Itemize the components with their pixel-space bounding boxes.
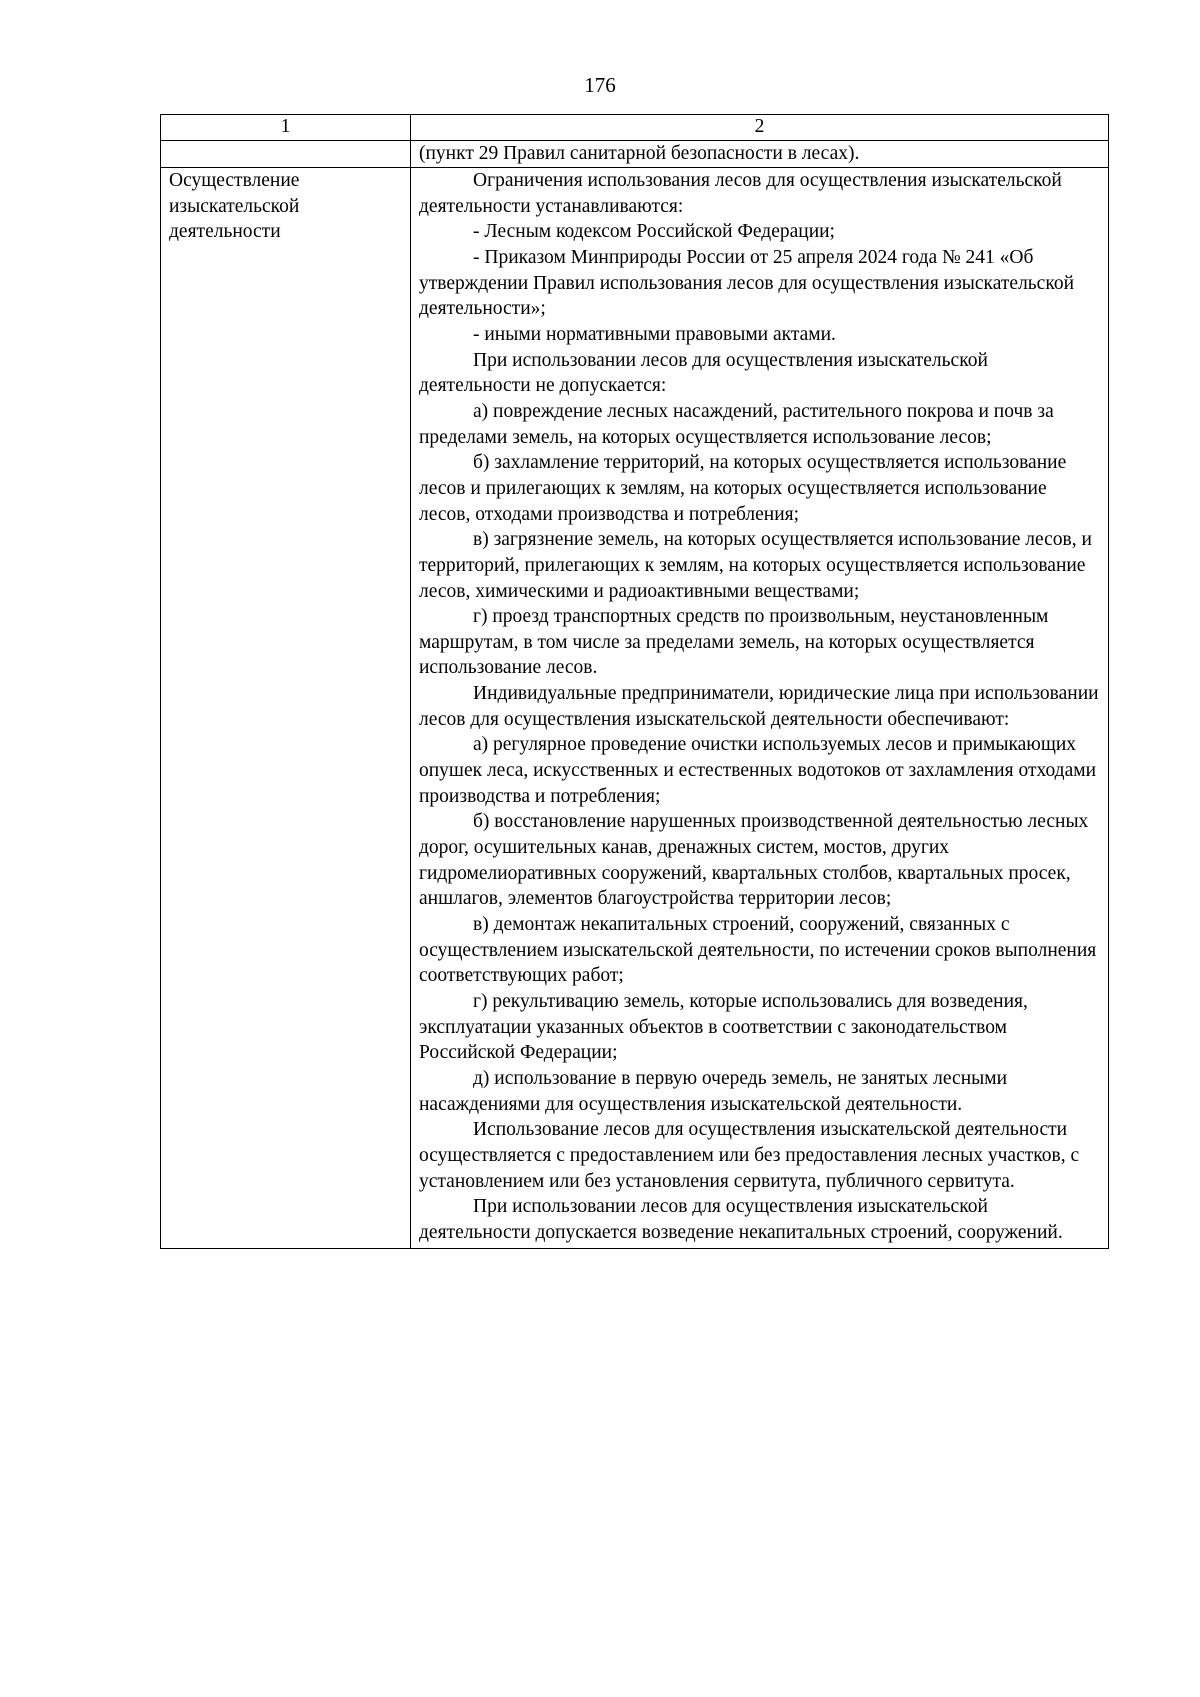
continuation-text: (пункт 29 Правил санитарной безопасности в лесах).: [411, 141, 1109, 168]
description-paragraph: д) использование в первую очередь земель, не занятых лесными насаждениями для осуществления изыскательской деятельности.: [419, 1067, 1008, 1115]
activity-name: [161, 168, 411, 1249]
description-paragraph: При использовании лесов для осуществления изыскательской деятельности не допускается:: [419, 349, 988, 397]
description-paragraph: б) восстановление нарушенных производственной деятельностью лесных дорог, осушительных канав, дренажных систем, мостов, других гидромелиоративных сооружений, квартальных столбов, квартальных просек, аншлагов, элементов благоустройства территории лесов;: [419, 811, 1089, 910]
column-header-2: 2: [411, 115, 1109, 141]
description-paragraph: - иными нормативными правовыми актами.: [473, 323, 836, 345]
description-paragraph: в) загрязнение земель, на которых осуществляется использование лесов, и территорий, прилегающих к землям, на которых осуществляется использование лесов, химическими и радиоактивными веществами;: [419, 529, 1092, 602]
description-paragraph: При использовании лесов для осуществления изыскательской деятельности допускается возведение некапитальных строений, сооружений.: [419, 1196, 1063, 1243]
description-paragraph: б) захламление территорий, на которых осуществляется использование лесов и прилегающих к землям, на которых осуществляется использование лесов, отходами производства и потребления;: [419, 452, 1067, 525]
description-paragraph: г) проезд транспортных средств по произвольным, неустановленным маршрутам, в том числе за пределами земель, на которых осуществляется использование лесов.: [419, 606, 1049, 679]
table-row-continuation: [161, 141, 1109, 168]
table-header-row: [161, 115, 1109, 141]
description-paragraph: Ограничения использования лесов для осуществления изыскательской деятельности устанавливаются:: [419, 170, 1062, 217]
description-paragraph: в) демонтаж некапитальных строений, сооружений, связанных с осуществлением изыскательской деятельности, по истечении сроков выполнения соответствующих работ;: [419, 914, 1097, 987]
description-paragraph: г) рекультивацию земель, которые использовались для возведения, эксплуатации указанных объектов в соответствии с законодательством Российской Федерации;: [419, 991, 1028, 1064]
description-paragraph: - Приказом Минприроды России от 25 апреля 2024 года № 241 «Об утверждении Правил использования лесов для осуществления изыскательской деятельности»;: [419, 246, 1075, 320]
column-header-1: 1: [161, 115, 411, 141]
continuation-cell-empty: [161, 141, 411, 168]
description-paragraph: Использование лесов для осуществления изыскательской деятельности осуществляется с предоставлением или без предоставления лесных участков, с установлением или без установления сервитута, публичного сервитута.: [419, 1119, 1080, 1192]
table-row-activity: [161, 168, 1109, 1249]
activity-description: [411, 168, 1109, 1249]
description-paragraph: а) регулярное проведение очистки используемых лесов и примыкающих опушек леса, искусственных и естественных водотоков от захламления отходами производства и потребления;: [419, 734, 1097, 807]
description-paragraph: а) повреждение лесных насаждений, растительного покрова и почв за пределами земель, на которых осуществляется использование лесов;: [419, 400, 1054, 448]
activity-name-text: Осуществление изыскательской деятельности: [169, 170, 300, 243]
page-number: 176: [584, 73, 616, 97]
description-paragraph: Индивидуальные предприниматели, юридические лица при использовании лесов для осуществления изыскательской деятельности обеспечивают:: [419, 683, 1099, 730]
regulation-table: [160, 114, 1109, 1249]
description-paragraph: - Лесным кодексом Российской Федерации;: [473, 221, 835, 243]
